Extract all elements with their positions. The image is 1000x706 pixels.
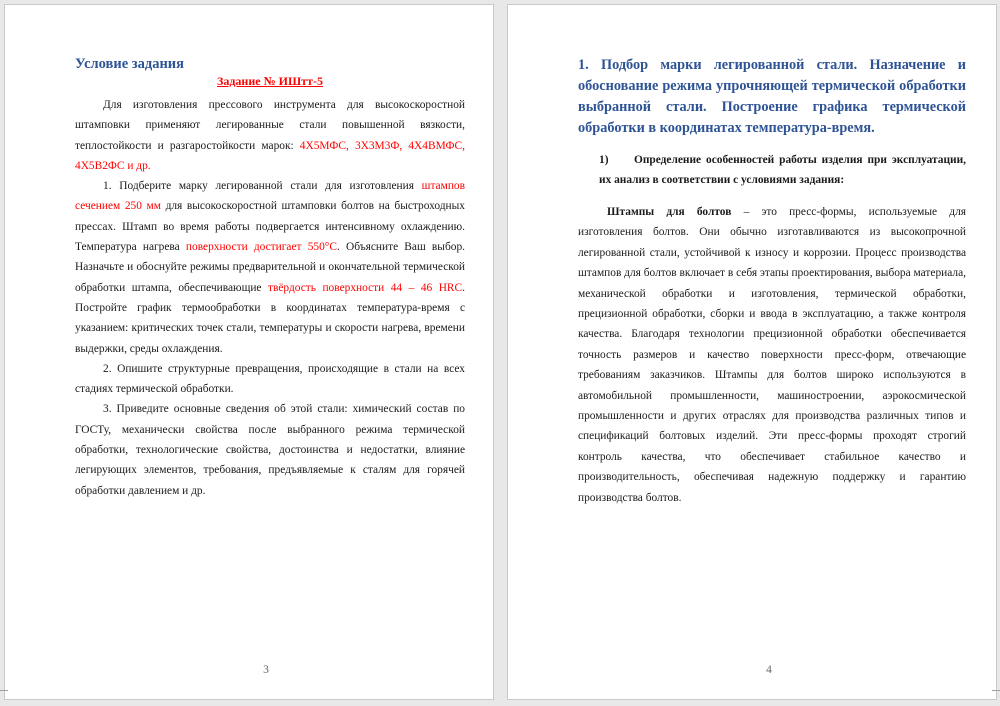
steel-grades: 4Х5МФС, 3Х3М3Ф, 4Х4ВМФС, 4Х5В2ФС и др. [75, 139, 465, 172]
document-page-3 [4, 4, 494, 700]
body-text: – это пресс-формы, используемые для изготовления болтов. Они обычно изготавливаются из высокопрочной легированной стали, устойчивой к износу и коррозии. Процесс производства штампов для болтов включает в себя этапы проектирования, выбора материала, механической обработки и изготовления, термической обработки, прецизионной обработки, сборки и ввода в эксплуатацию, а также контроля качества. Благодаря технологии прецизионной обработки обеспечивается точность размеров и качество поверхности пресс-форм, отвечающие требованиям заказчиков. Штампы для болтов широко используются в автомобильной промышленности, машиностроении, аэрокосмической промышленности и других отраслях для производства различных типов и спецификаций болтовых изделий. Эти пресс-формы проходят строгий контроль качества, что обеспечивает стабильное качество и производительность, обеспечивая надежную поддержку и гарантию производства болтов. [578, 206, 967, 504]
subsection-heading [578, 151, 966, 190]
body-paragraph [578, 202, 966, 508]
task-item-1 [75, 176, 465, 359]
task-item-2: 2. Опишите структурные превращения, происходящие в стали на всех стадиях термической обработки. [75, 362, 465, 396]
task1-text-d: . Постройте график термообработки в координатах температура-время с указанием: критических точек стали, температуры и скорости нагрева, времени выдержки, среды охлаждения. [75, 281, 465, 355]
crop-mark [992, 690, 1000, 691]
task1-highlight-temperature: поверхности достигает 550°С [185, 241, 337, 254]
task1-text-a: 1. Подберите марку легированной стали для изготовления [103, 180, 422, 193]
task1-text-b: для высокоскоростной штамповки болтов на быстроходных прессах. Штамп во время работы подвергается интенсивному охлаждению. Температура нагрева [75, 200, 466, 254]
subsection-number: 1) [599, 154, 609, 166]
crop-mark [0, 690, 8, 691]
task1-highlight-section: штампов сечением 250 мм [75, 180, 465, 213]
intro-text: Для изготовления прессового инструмента для высокоскоростной штамповки применяют легированные стали повышенной вязкости, теплостойкости и разгаростойкости марок: [75, 99, 465, 152]
task-title: Задание № ИШтт-5 [217, 74, 323, 88]
page-3-content [75, 55, 465, 501]
task1-highlight-hardness: твёрдость поверхности 44 – 46 HRC [268, 281, 463, 294]
page-4-content [578, 55, 966, 508]
page-number: 3 [263, 664, 269, 676]
task1-text-c: . Объясните Ваш выбор. Назначьте и обоснуйте режимы предварительной и окончательной термической обработки штампа, обеспечивающие [75, 241, 465, 294]
conditions-heading: Условие задания [75, 56, 184, 72]
section-heading: 1. Подбор марки легированной стали. Назначение и обоснование режима упрочняющей термической обработки выбранной стали. Построение графика термической обработки в координатах температура-время. [578, 57, 966, 136]
page-number: 4 [766, 664, 772, 676]
intro-paragraph [75, 95, 465, 176]
document-page-4 [507, 4, 997, 700]
task-item-3: 3. Приведите основные сведения об этой стали: химический состав по ГОСТу, механически свойства после выбранного режима термической обработки, технологические свойства, достоинства и недостатки, влияние легирующих элементов, требования, предъявляемые к сталям для горячей обработки давлением и др. [75, 403, 465, 497]
body-term: Штампы для болтов [607, 206, 732, 218]
subsection-title: Определение особенностей работы изделия при эксплуатации, их анализ в соответствии с условиями задания: [599, 154, 966, 186]
